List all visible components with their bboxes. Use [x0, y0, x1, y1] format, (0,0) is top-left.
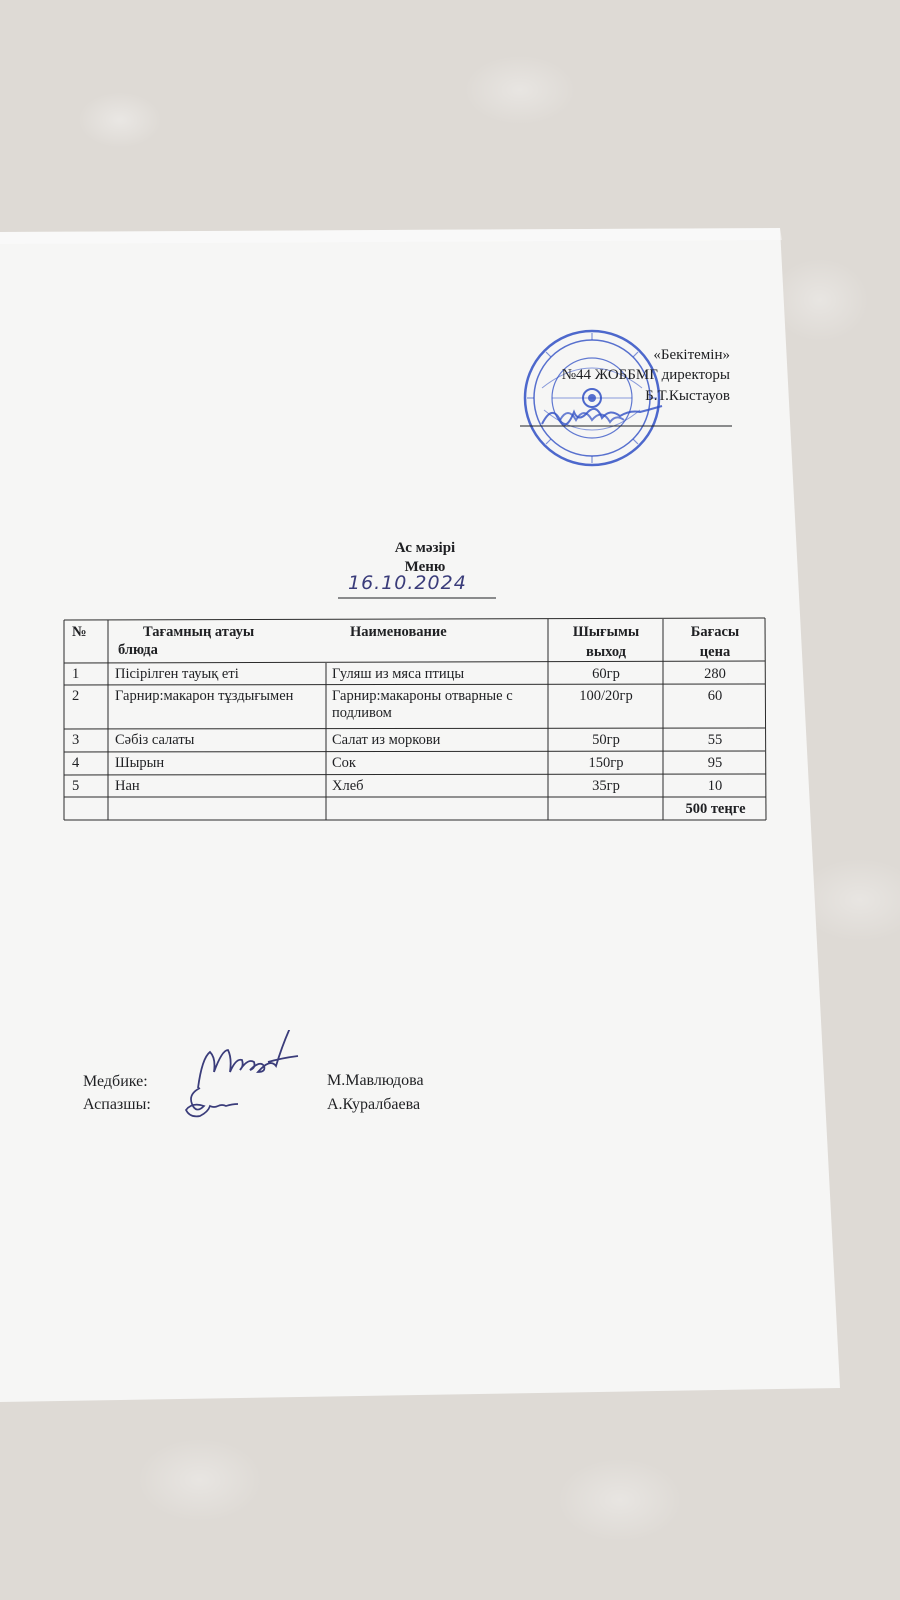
table-row-2-price: 60	[707, 688, 723, 704]
table-row-3-yield: 50гр	[592, 732, 620, 748]
header-yield-ru: выход	[585, 644, 627, 660]
menu-date-handwritten: 16.10.2024	[348, 572, 467, 594]
header-yield-kz: Шығымы	[572, 624, 640, 640]
approval-director-name: Б.Т.Кыстауов	[645, 388, 730, 404]
table-row-2-name-kz: Гарнир:макарон тұздығымен	[115, 688, 294, 704]
table-row-4-name-ru: Сок	[332, 755, 356, 771]
header-name-ru: Наименование	[350, 624, 447, 640]
header-name-kz: Тағамның атауы	[143, 624, 255, 640]
menu-title-ru: Меню	[404, 559, 446, 575]
table-row-1-number: 1	[72, 666, 80, 682]
menu-title-kz: Ас мәзірі	[394, 540, 456, 556]
table-row-2-number: 2	[72, 688, 80, 704]
table-row-5-price: 10	[707, 778, 723, 794]
table-row-2-name-ru: Гарнир:макароны отварные с подливом	[332, 688, 513, 721]
table-row-3-name-kz: Сәбіз салаты	[115, 732, 195, 748]
table-row-4-number: 4	[72, 755, 80, 771]
table-row-1-price: 280	[704, 666, 726, 682]
medbike-label: Медбике:	[83, 1073, 148, 1090]
header-price-kz: Бағасы	[690, 624, 740, 640]
table-row-1-name-kz: Пісірілген тауық еті	[115, 666, 239, 682]
table-row-1-name-ru: Гуляш из мяса птицы	[332, 666, 465, 682]
cook-label: Аспазшы:	[83, 1096, 151, 1113]
table-row-5-yield: 35гр	[592, 778, 620, 794]
table-row-5-number: 5	[72, 778, 80, 794]
table-row-3-name-ru: Салат из моркови	[332, 732, 441, 748]
table-row-3-number: 3	[72, 732, 80, 748]
table-row-4-yield: 150гр	[588, 755, 624, 771]
table-row-2-yield: 100/20гр	[579, 688, 633, 704]
table-row-4-price: 95	[707, 755, 723, 771]
table-row-4-name-kz: Шырын	[115, 755, 165, 771]
header-number: №	[72, 624, 87, 640]
table-row-3-price: 55	[707, 732, 723, 748]
cook-signature	[180, 1084, 260, 1118]
table-row-5-name-kz: Нан	[115, 778, 140, 794]
table-total: 500 теңге	[685, 801, 746, 817]
table-row-1-yield: 60гр	[592, 666, 620, 682]
header-price-ru: цена	[699, 644, 731, 660]
approval-title: «Бекітемін»	[653, 347, 730, 363]
table-row-5-name-ru: Хлеб	[332, 778, 364, 794]
approval-position: №44 ЖОББМГ директоры	[561, 367, 730, 383]
header-name-kz-ru: блюда	[118, 642, 158, 658]
cook-name: А.Куралбаева	[327, 1096, 421, 1113]
medbike-name: М.Мавлюдова	[327, 1072, 424, 1089]
